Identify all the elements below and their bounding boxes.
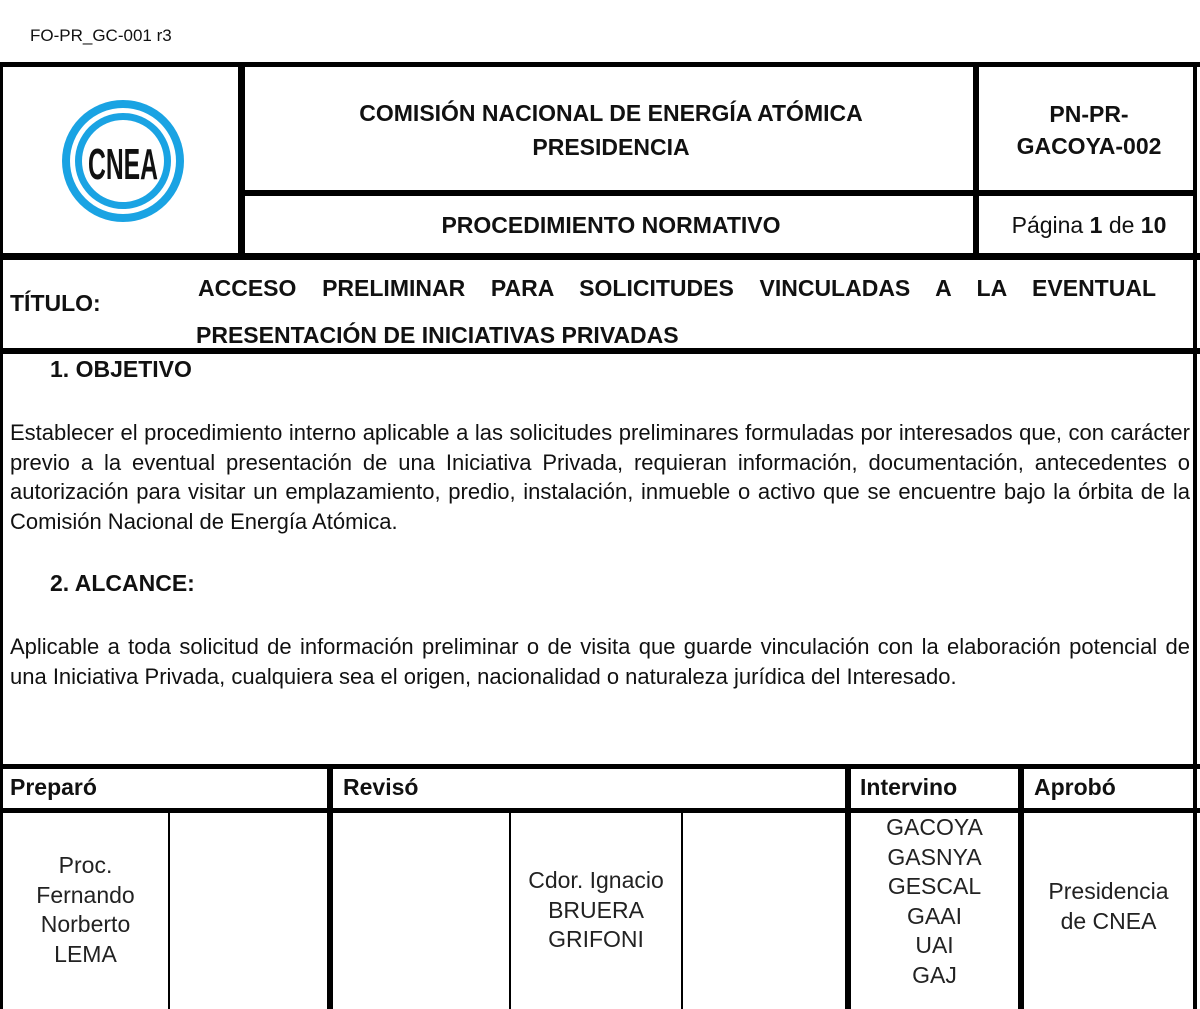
institution-name: COMISIÓN NACIONAL DE ENERGÍA ATÓMICA xyxy=(359,100,863,126)
section-heading-objetivo: 1. OBJETIVO xyxy=(50,356,192,382)
border-line xyxy=(681,812,683,1009)
border-line xyxy=(0,62,1200,67)
signature-aprobo-name xyxy=(1024,877,1193,936)
signature-line: Presidencia xyxy=(1048,878,1169,904)
cnea-logo-icon xyxy=(60,98,186,224)
border-line xyxy=(245,190,1193,196)
signature-line: Fernando xyxy=(36,881,135,908)
cnea-logo xyxy=(60,98,186,224)
page-indicator xyxy=(978,212,1200,239)
procedure-code-line2: GACOYA-002 xyxy=(1016,133,1162,159)
signature-line: UAI xyxy=(915,932,954,958)
signature-line: BRUERA xyxy=(548,896,644,923)
page-total: 10 xyxy=(1140,212,1167,238)
page-current: 1 xyxy=(1089,212,1103,238)
procedure-code-line1: PN-PR- xyxy=(1049,101,1129,127)
signature-header-preparo: Preparó xyxy=(10,774,97,800)
procedure-type: PROCEDIMIENTO NORMATIVO xyxy=(441,212,781,238)
logo-text: CNEA xyxy=(88,140,158,189)
signature-line: GAAI xyxy=(907,902,962,929)
signature-line: de CNEA xyxy=(1060,907,1157,934)
procedure-code xyxy=(978,98,1200,162)
institution-title xyxy=(246,96,976,164)
signature-header-aprobo: Aprobó xyxy=(1034,774,1116,800)
signature-line: Proc. xyxy=(58,852,113,878)
signature-line: Cdor. Ignacio xyxy=(528,867,664,893)
title-line2: PRESENTACIÓN DE INICIATIVAS PRIVADAS xyxy=(196,322,679,348)
signature-intervino-list xyxy=(851,813,1018,990)
signature-header-intervino: Intervino xyxy=(860,774,958,800)
institution-office: PRESIDENCIA xyxy=(532,134,690,160)
page-of: de xyxy=(1108,212,1135,238)
signature-line: GACOYA xyxy=(886,814,983,840)
title-line1: ACCESO PRELIMINAR PARA SOLICITUDES VINCULADAS A LA EVENTUAL xyxy=(198,275,1156,301)
signature-line: GASNYA xyxy=(887,843,982,870)
page-label: Página xyxy=(1011,212,1084,238)
signature-line: LEMA xyxy=(54,940,117,967)
signature-line: GESCAL xyxy=(887,873,982,899)
signature-line: Norberto xyxy=(40,911,131,937)
border-line xyxy=(238,62,245,256)
signature-reviso-name xyxy=(511,866,681,955)
signature-line: GAJ xyxy=(912,961,957,988)
section-body-alcance: Aplicable a toda solicitud de información preliminar o de visita que guarde vinculación con la elaboración potencial de una Iniciativa Privada, cualquiera sea el origen, nacionalidad o naturaleza jurídica del Interesado. xyxy=(10,634,1190,689)
title-label: TÍTULO: xyxy=(10,290,101,316)
signature-preparo-name xyxy=(3,851,168,969)
signature-header-reviso: Revisó xyxy=(343,774,419,800)
section-heading-alcance: 2. ALCANCE: xyxy=(50,570,195,596)
section-body-objetivo: Establecer el procedimiento interno aplicable a las solicitudes preliminares formuladas por interesados que, con carácter previo a la eventual presentación de una Iniciativa Privada, requieran información, documentación, antecedentes o autorización para visitar un emplazamiento, predio, instalación, inmueble o activo que se encuentre bajo la órbita de la Comisión Nacional de Energía Atómica. xyxy=(10,420,1190,534)
signature-line: GRIFONI xyxy=(548,926,644,952)
border-line xyxy=(168,812,170,1009)
document-code: FO-PR_GC-001 r3 xyxy=(30,26,172,45)
border-line xyxy=(1193,62,1197,1009)
border-line xyxy=(0,253,1200,260)
border-line xyxy=(327,764,333,1009)
